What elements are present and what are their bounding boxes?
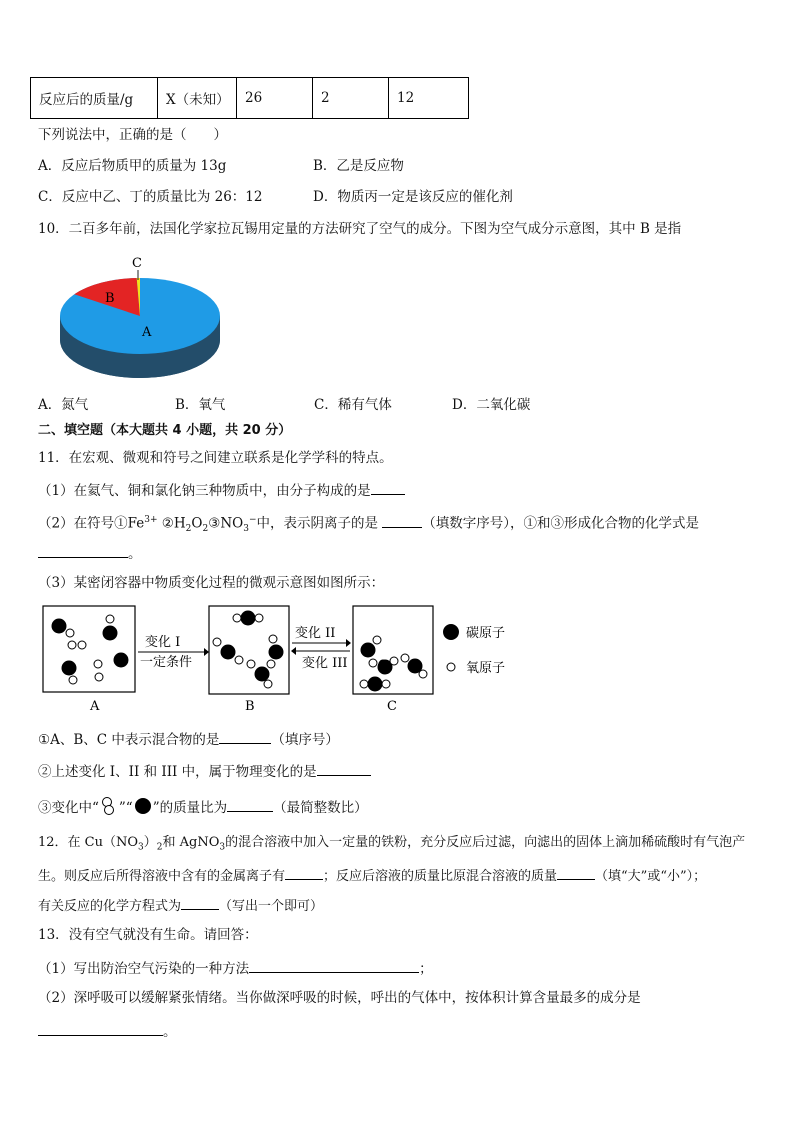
q11-sub1-text: （填序号）: [271, 732, 339, 748]
table-row-label: 反应后的质量/g: [31, 78, 158, 119]
q11-sub3: [38, 796, 368, 818]
q11-sub3-text: （最简整数比）: [273, 800, 368, 816]
section-heading: 二、填空题（本大题共 4 小题，共 20 分）: [38, 423, 292, 438]
q11-part2-sup: −: [248, 515, 257, 525]
table-cell-4: 12: [389, 78, 469, 119]
q11-sub3-text: ”的质量比为: [152, 800, 228, 816]
mass-table: [30, 77, 469, 119]
q11-part2-sub: 3: [243, 524, 249, 535]
q9-option-d: D．物质丙一定是该反应的催化剂: [313, 189, 513, 205]
q12-text: ；反应后溶液的质量比原混合溶液的质量: [323, 869, 558, 884]
q11-sub1-text: ①A、B、C 中表示混合物的是: [38, 732, 220, 748]
q11-part1-text: （1）在氦气、铜和氯化钠三种物质中，由分子构成的是: [38, 483, 371, 499]
q12-text: 有关反应的化学方程式为: [38, 899, 182, 914]
q11-part2-text: O: [191, 515, 203, 532]
change3-label: 变化 III: [302, 656, 348, 671]
q13-text: ；: [419, 961, 433, 977]
pie-label-c: C: [132, 256, 142, 271]
q12-sub: 2: [156, 842, 163, 853]
q10-stem: 10．二百多年前，法国化学家拉瓦锡用定量的方法研究了空气的成分。下图为空气成分示意图，其中 B 是指: [38, 221, 682, 237]
change2-label: 变化 II: [295, 626, 336, 641]
q11-part2: [38, 511, 699, 538]
q11-sub2: [38, 761, 371, 781]
q10-option-b: B．氧气: [175, 397, 226, 413]
q11-sub2-text: ②上述变化 I、II 和 III 中，属于物理变化的是: [38, 764, 317, 780]
q11-part2-text: ②H: [157, 515, 186, 532]
q13-part1: [38, 958, 433, 978]
q12-text: （写出一个即可）: [219, 899, 324, 914]
q9-stem: 下列说法中，正确的是（ ）: [38, 127, 227, 143]
q11-part2-text: ③NO: [208, 515, 244, 532]
q11-part2-end: 。: [128, 546, 142, 562]
q13-text: （1）写出防治空气污染的一种方法: [38, 961, 250, 977]
q12-text: 和 AgNO: [162, 835, 220, 850]
answer-blank[interactable]: [371, 480, 405, 495]
answer-blank[interactable]: [557, 865, 595, 880]
q12-text: 的混合溶液中加入一定量的铁粉，充分反应后过滤，向滤出的固体上滴加稀硫酸时有气泡产: [225, 835, 746, 850]
q11-part3: （3）某密闭容器中物质变化过程的微观示意图如图所示：: [38, 575, 385, 591]
arrow-head: [291, 647, 296, 655]
q13-stem: 13．没有空气就没有生命。请回答：: [38, 927, 258, 943]
arrow-head: [346, 639, 351, 647]
q9-option-a: A．反应后物质甲的质量为 13g: [38, 158, 227, 174]
table-cell-1: X（未知）: [158, 78, 237, 119]
table-cell-3: 2: [313, 78, 389, 119]
legend-oxygen-label: 氧原子: [466, 661, 506, 676]
answer-blank[interactable]: [285, 865, 323, 880]
q11-stem: 11．在宏观、微观和符号之间建立联系是化学学科的特点。: [38, 450, 393, 466]
q13-part2-line2: [38, 1021, 177, 1041]
pie-label-b: B: [105, 291, 115, 306]
answer-blank[interactable]: [249, 958, 419, 973]
q11-part2-line2: [38, 543, 142, 563]
q13-part2: （2）深呼吸可以缓解紧张情绪。当你做深呼吸的时候，呼出的气体中，按体积计算含量最多的成分是: [38, 990, 641, 1006]
answer-blank[interactable]: [219, 729, 271, 744]
q10-option-a: A．氮气: [38, 397, 89, 413]
q9-option-c: C．反应中乙、丁的质量比为 26：12: [38, 189, 263, 205]
q11-part2-sub: 2: [202, 524, 209, 535]
q11-part2-text: （2）在符号①Fe: [38, 515, 145, 532]
oxygen-atom-legend-icon: [447, 663, 455, 671]
table-row: [31, 78, 469, 119]
micro-diagram: [38, 600, 538, 720]
q12-text: ）: [143, 835, 157, 850]
q12-text: 12．在 Cu（NO: [38, 835, 139, 850]
answer-blank[interactable]: [38, 1021, 163, 1036]
box-c-label: C: [387, 699, 397, 714]
q11-part2-sub: 2: [185, 524, 192, 535]
carbon-atom-icon: [133, 796, 153, 818]
q11-part2-text: （填数字序号），①和③形成化合物的化学式是: [422, 515, 700, 532]
q10-option-d: D．二氧化碳: [452, 397, 531, 413]
q12-text: 生。则反应后所得溶液中含有的金属离子有: [38, 869, 286, 884]
answer-blank[interactable]: [227, 797, 273, 812]
q12-line1: [38, 834, 745, 857]
q13-end: 。: [163, 1024, 177, 1040]
answer-blank[interactable]: [181, 895, 219, 910]
q9-option-b: B．乙是反应物: [313, 158, 404, 174]
q11-part2-text: 中，表示阴离子的是: [256, 515, 383, 532]
q11-sub3-text: ③变化中“: [38, 800, 99, 816]
change1-condition: 一定条件: [140, 655, 193, 670]
answer-blank[interactable]: [38, 543, 128, 558]
q11-sub1: [38, 729, 339, 749]
air-composition-pie: [55, 252, 230, 387]
change1-label: 变化 I: [145, 635, 181, 650]
legend-carbon-label: 碳原子: [466, 626, 506, 641]
box-b-label: B: [245, 699, 255, 714]
q11-part1: [38, 480, 405, 500]
q12-sub: 3: [219, 842, 226, 853]
q11-sub3-text: ”“: [118, 800, 133, 816]
q12-text: （填“大”或“小”）；: [595, 869, 707, 884]
q12-line2: [38, 865, 706, 886]
carbon-atom-legend-icon: [443, 624, 459, 640]
q12-line3: [38, 895, 323, 916]
q12-sub: 3: [138, 842, 144, 853]
pie-label-a: A: [142, 325, 152, 340]
table-cell-2: 26: [237, 78, 313, 119]
q11-part2-sup: 3+: [144, 515, 158, 525]
q10-option-c: C．稀有气体: [314, 397, 392, 413]
oxygen-molecule-icon: [99, 796, 119, 816]
arrow-head: [204, 648, 209, 656]
box-a-label: A: [90, 699, 100, 714]
answer-blank[interactable]: [317, 761, 371, 776]
answer-blank[interactable]: [382, 513, 422, 528]
